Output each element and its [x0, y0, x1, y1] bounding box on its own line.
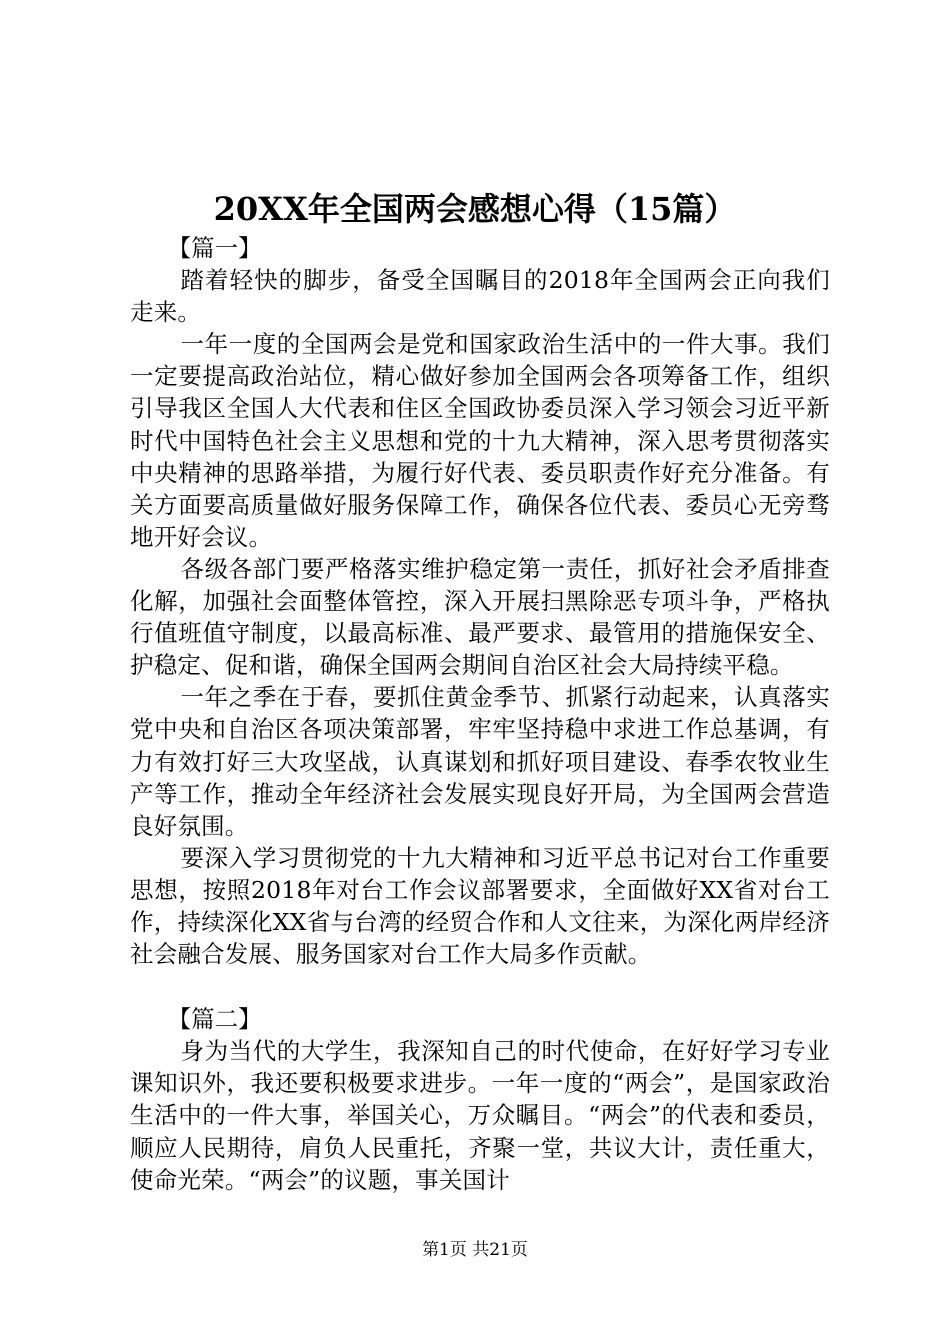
page-title: 20XX年全国两会感想心得（15篇） [213, 190, 737, 228]
document-body [130, 232, 830, 1196]
paragraph: 身为当代的大学生，我深知自己的时代使命，在好好学习专业课知识外，我还要积极要求进步。一年一度的“两会”，是国家政治生活中的一件大事，举国关心，万众瞩目。“两会”的代表和委员，顺应人民期待，肩负人民重托，齐聚一堂，共议大计，责任重大，使命光荣。“两会”的议题，事关国计 [130, 1037, 830, 1194]
paragraph: 各级各部门要严格落实维护稳定第一责任，抓好社会矛盾排查化解，加强社会面整体管控，深入开展扫黑除恶专项斗争，严格执行值班值守制度，以最高标准、最严要求、最管用的措施保安全、护稳定、促和谐，确保全国两会期间自治区社会大局持续平稳。 [130, 554, 830, 680]
paragraph: 踏着轻快的脚步，备受全国瞩目的2018年全国两会正向我们走来。 [130, 266, 830, 327]
page-footer: 第1页 共21页 [422, 1240, 528, 1260]
paragraph: 要深入学习贯彻党的十九大精神和习近平总书记对台工作重要思想，按照2018年对台工作会议部署要求，全面做好XX省对台工作，持续深化XX省与台湾的经贸合作和人文往来，为深化两岸经济社会融合发展、服务国家对台工作大局多作贡献。 [130, 843, 830, 969]
paragraph: 一年之季在于春，要抓住黄金季节、抓紧行动起来，认真落实党中央和自治区各项决策部署，牢牢坚持稳中求进工作总基调，有力有效打好三大攻坚战，认真谋划和抓好项目建设、春季农牧业生产等工作，推动全年经济社会发展实现良好开局，为全国两会营造良好氛围。 [130, 683, 830, 840]
section-heading: 【篇二】 [167, 1005, 262, 1034]
section-heading: 【篇一】 [167, 234, 262, 262]
section-spacer [130, 970, 830, 1003]
paragraph: 一年一度的全国两会是党和国家政治生活中的一件大事。我们一定要提高政治站位，精心做好参加全国两会各项筹备工作，组织引导我区全国人大代表和住区全国政协委员深入学习领会习近平新时代中国特色社会主义思想和党的十九大精神，深入思考贯彻落实中央精神的思路举措，为履行好代表、委员职责作好充分准备。有关方面要高质量做好服务保障工作，确保各位代表、委员心无旁骛地开好会议。 [130, 330, 830, 551]
